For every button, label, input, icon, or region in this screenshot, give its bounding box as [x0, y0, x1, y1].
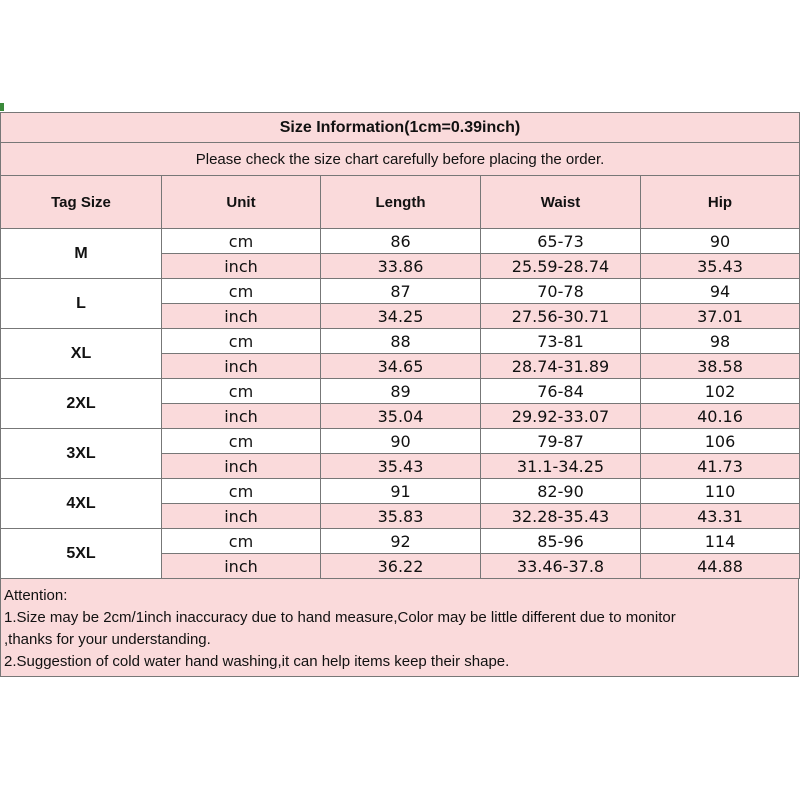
size-chart — [0, 112, 799, 677]
length-cell: 36.22 — [321, 554, 481, 579]
length-cell: 35.43 — [321, 454, 481, 479]
tag-size-cell: M — [1, 229, 162, 279]
size-row-cm — [1, 429, 800, 454]
size-row-cm — [1, 479, 800, 504]
length-cell: 90 — [321, 429, 481, 454]
tag-size-cell: L — [1, 279, 162, 329]
unit-cell: inch — [162, 554, 321, 579]
attention-note — [0, 579, 799, 677]
hip-cell: 40.16 — [641, 404, 800, 429]
attention-line-1: 1.Size may be 2cm/1inch inaccuracy due to hand measure,Color may be little different due to monitor — [4, 609, 676, 626]
unit-cell: cm — [162, 229, 321, 254]
hip-cell: 38.58 — [641, 354, 800, 379]
waist-cell: 27.56-30.71 — [481, 304, 641, 329]
unit-cell: cm — [162, 279, 321, 304]
size-row-cm — [1, 229, 800, 254]
unit-cell: inch — [162, 254, 321, 279]
hip-cell: 35.43 — [641, 254, 800, 279]
length-cell: 34.65 — [321, 354, 481, 379]
hip-cell: 114 — [641, 529, 800, 554]
waist-cell: 31.1-34.25 — [481, 454, 641, 479]
unit-cell: inch — [162, 504, 321, 529]
tag-size-cell: XL — [1, 329, 162, 379]
tag-size-cell: 3XL — [1, 429, 162, 479]
length-cell: 89 — [321, 379, 481, 404]
length-cell: 35.04 — [321, 404, 481, 429]
tag-size-cell: 5XL — [1, 529, 162, 579]
hip-cell: 102 — [641, 379, 800, 404]
size-row-cm — [1, 529, 800, 554]
waist-cell: 85-96 — [481, 529, 641, 554]
waist-cell: 28.74-31.89 — [481, 354, 641, 379]
waist-cell: 76-84 — [481, 379, 641, 404]
hip-cell: 94 — [641, 279, 800, 304]
unit-cell: cm — [162, 479, 321, 504]
waist-cell: 32.28-35.43 — [481, 504, 641, 529]
length-cell: 87 — [321, 279, 481, 304]
hip-cell: 44.88 — [641, 554, 800, 579]
length-cell: 33.86 — [321, 254, 481, 279]
hip-cell: 41.73 — [641, 454, 800, 479]
waist-cell: 70-78 — [481, 279, 641, 304]
waist-cell: 25.59-28.74 — [481, 254, 641, 279]
unit-cell: cm — [162, 379, 321, 404]
hip-cell: 98 — [641, 329, 800, 354]
header-unit: Unit — [162, 176, 321, 229]
hip-cell: 106 — [641, 429, 800, 454]
waist-cell: 65-73 — [481, 229, 641, 254]
chart-notice: Please check the size chart carefully before placing the order. — [1, 143, 800, 176]
length-cell: 88 — [321, 329, 481, 354]
length-cell: 86 — [321, 229, 481, 254]
header-hip: Hip — [641, 176, 800, 229]
attention-heading: Attention: — [4, 587, 68, 604]
size-row-cm — [1, 279, 800, 304]
attention-line-2: ,thanks for your understanding. — [4, 631, 211, 648]
waist-cell: 82-90 — [481, 479, 641, 504]
chart-title: Size Information(1cm=0.39inch) — [1, 113, 800, 143]
unit-cell: inch — [162, 404, 321, 429]
length-cell: 91 — [321, 479, 481, 504]
waist-cell: 79-87 — [481, 429, 641, 454]
unit-cell: cm — [162, 329, 321, 354]
unit-cell: cm — [162, 529, 321, 554]
corner-mark — [0, 103, 4, 111]
header-length: Length — [321, 176, 481, 229]
size-row-cm — [1, 379, 800, 404]
attention-line-3: 2.Suggestion of cold water hand washing,it can help items keep their shape. — [4, 653, 510, 670]
header-tag-size: Tag Size — [1, 176, 162, 229]
unit-cell: inch — [162, 304, 321, 329]
size-table — [0, 112, 800, 579]
hip-cell: 90 — [641, 229, 800, 254]
unit-cell: cm — [162, 429, 321, 454]
tag-size-cell: 4XL — [1, 479, 162, 529]
length-cell: 92 — [321, 529, 481, 554]
header-row — [1, 176, 800, 229]
unit-cell: inch — [162, 454, 321, 479]
hip-cell: 37.01 — [641, 304, 800, 329]
waist-cell: 73-81 — [481, 329, 641, 354]
hip-cell: 43.31 — [641, 504, 800, 529]
waist-cell: 33.46-37.8 — [481, 554, 641, 579]
length-cell: 35.83 — [321, 504, 481, 529]
tag-size-cell: 2XL — [1, 379, 162, 429]
size-row-cm — [1, 329, 800, 354]
unit-cell: inch — [162, 354, 321, 379]
hip-cell: 110 — [641, 479, 800, 504]
waist-cell: 29.92-33.07 — [481, 404, 641, 429]
header-waist: Waist — [481, 176, 641, 229]
length-cell: 34.25 — [321, 304, 481, 329]
